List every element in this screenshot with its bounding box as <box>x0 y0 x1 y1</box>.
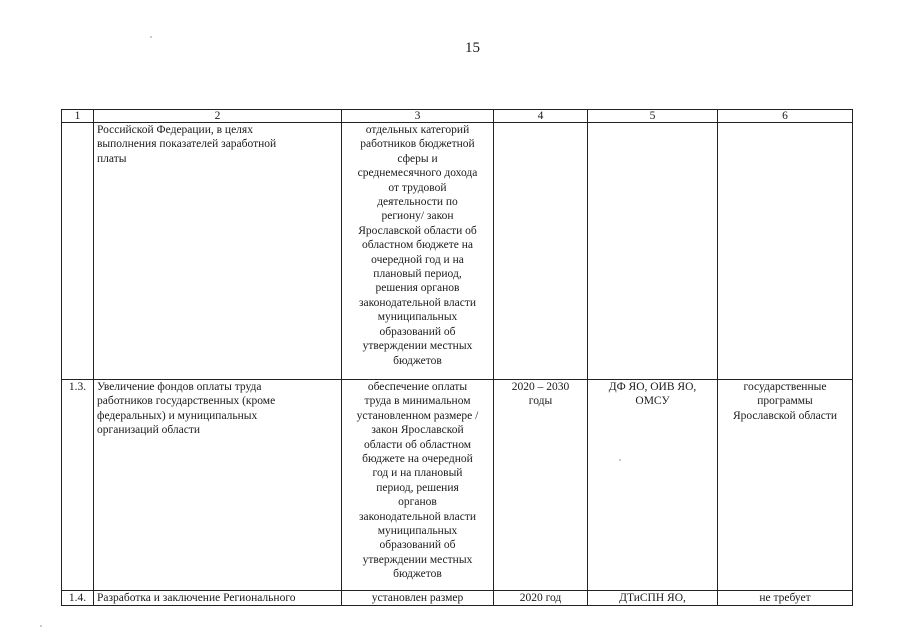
cell-text-line: ДФ ЯО, ОИВ ЯО, <box>608 381 697 393</box>
responsible-cell <box>588 123 718 380</box>
cell-text-line: бюджетов <box>393 568 442 581</box>
cell-text-line: организаций области <box>97 424 201 437</box>
cell-text-line: муниципальных <box>377 525 458 538</box>
cell-text-line: органов <box>398 496 437 509</box>
cell-text-line: законодательной власти <box>358 296 477 309</box>
column-number-4: 4 <box>494 110 588 123</box>
column-number-2: 2 <box>94 110 342 123</box>
cell-text-line: работников бюджетной <box>360 138 475 151</box>
cell-text-line: Ярославской области об <box>358 224 477 237</box>
cell-text-line: ДТиСПН ЯО, <box>619 592 686 604</box>
cell-text-line: очередной год и на <box>371 253 464 266</box>
funding-source-cell <box>718 591 853 606</box>
cell-text-line: от трудовой <box>388 181 447 194</box>
cell-text-line: работников государственных (кроме <box>97 395 276 408</box>
cell-text-line: бюджетов <box>393 354 442 367</box>
expected-result-cell <box>342 123 494 380</box>
column-number-3: 3 <box>342 110 494 123</box>
row-number-cell <box>62 123 94 380</box>
cell-text-line: труда в минимальном <box>364 395 471 408</box>
cell-text-line: не требует <box>759 592 811 604</box>
cell-text-line: Российской Федерации, в целях <box>97 124 253 136</box>
cell-text-line: год и на плановый <box>372 467 463 480</box>
cell-text-line: ОМСУ <box>635 395 670 408</box>
expected-result-cell <box>342 380 494 591</box>
period-cell <box>494 380 588 591</box>
period-cell <box>494 591 588 606</box>
column-number-1: 1 <box>62 110 94 123</box>
cell-text-line: сферы и <box>397 152 438 165</box>
cell-text-line: решения органов <box>375 282 460 295</box>
cell-text-line: годы <box>528 395 553 408</box>
cell-text-line: образований об <box>379 325 456 338</box>
cell-text-line: деятельности по <box>377 196 458 209</box>
responsible-cell <box>588 591 718 606</box>
cell-text-line: Разработка и заключение Регионального <box>97 592 296 604</box>
cell-text-line: Увеличение фондов оплаты труда <box>97 381 262 393</box>
cell-text-line: программы <box>757 395 813 408</box>
measure-name-cell <box>94 591 342 606</box>
scan-speck <box>619 459 621 461</box>
cell-text-line: законодательной власти <box>358 510 477 523</box>
cell-text-line: установленном размере / <box>356 409 479 422</box>
cell-text-line: области об областном <box>363 438 472 451</box>
scan-speck <box>150 36 152 38</box>
cell-text-line: образований об <box>379 539 456 552</box>
cell-text-line: федеральных) и муниципальных <box>97 409 258 422</box>
cell-text-line: утверждении местных <box>362 553 473 566</box>
funding-source-cell <box>718 123 853 380</box>
cell-text-line: Ярославской области <box>732 409 838 422</box>
cell-text-line: платы <box>97 152 127 165</box>
table-row <box>62 123 853 380</box>
cell-text-line: выполнения показателей заработной <box>97 138 277 151</box>
cell-text-line: бюджете на очередной <box>362 453 473 466</box>
table-row <box>62 591 853 606</box>
expected-result-cell <box>342 591 494 606</box>
row-number-cell: 1.3. <box>62 380 94 591</box>
measures-table <box>61 109 853 606</box>
cell-text-line: областном бюджете на <box>362 239 473 252</box>
cell-text-line: установлен размер <box>371 592 464 604</box>
funding-source-cell <box>718 380 853 591</box>
measure-name-cell <box>94 123 342 380</box>
table-header-row <box>62 110 853 123</box>
measure-name-cell <box>94 380 342 591</box>
cell-text-line: 2020 год <box>519 592 562 604</box>
cell-text-line: среднемесячного дохода <box>357 167 478 180</box>
cell-text-line: государственные <box>743 381 827 393</box>
scan-speck <box>40 625 42 627</box>
cell-text-line: утверждении местных <box>362 340 473 353</box>
cell-text-line: обеспечение оплаты <box>367 381 468 393</box>
cell-text-line: период, решения <box>376 481 459 494</box>
cell-text-line: региону/ закон <box>381 210 454 223</box>
cell-text-line: закон Ярославской <box>371 424 464 437</box>
table-row <box>62 380 853 591</box>
cell-text-line: отдельных категорий <box>365 124 470 136</box>
cell-text-line: муниципальных <box>377 311 458 324</box>
column-number-6: 6 <box>718 110 853 123</box>
row-number-cell: 1.4. <box>62 591 94 606</box>
column-number-5: 5 <box>588 110 718 123</box>
cell-text-line: плановый период, <box>373 268 462 281</box>
responsible-cell <box>588 380 718 591</box>
cell-text-line: 2020 – 2030 <box>511 381 570 393</box>
page-number: 15 <box>465 40 480 56</box>
period-cell <box>494 123 588 380</box>
